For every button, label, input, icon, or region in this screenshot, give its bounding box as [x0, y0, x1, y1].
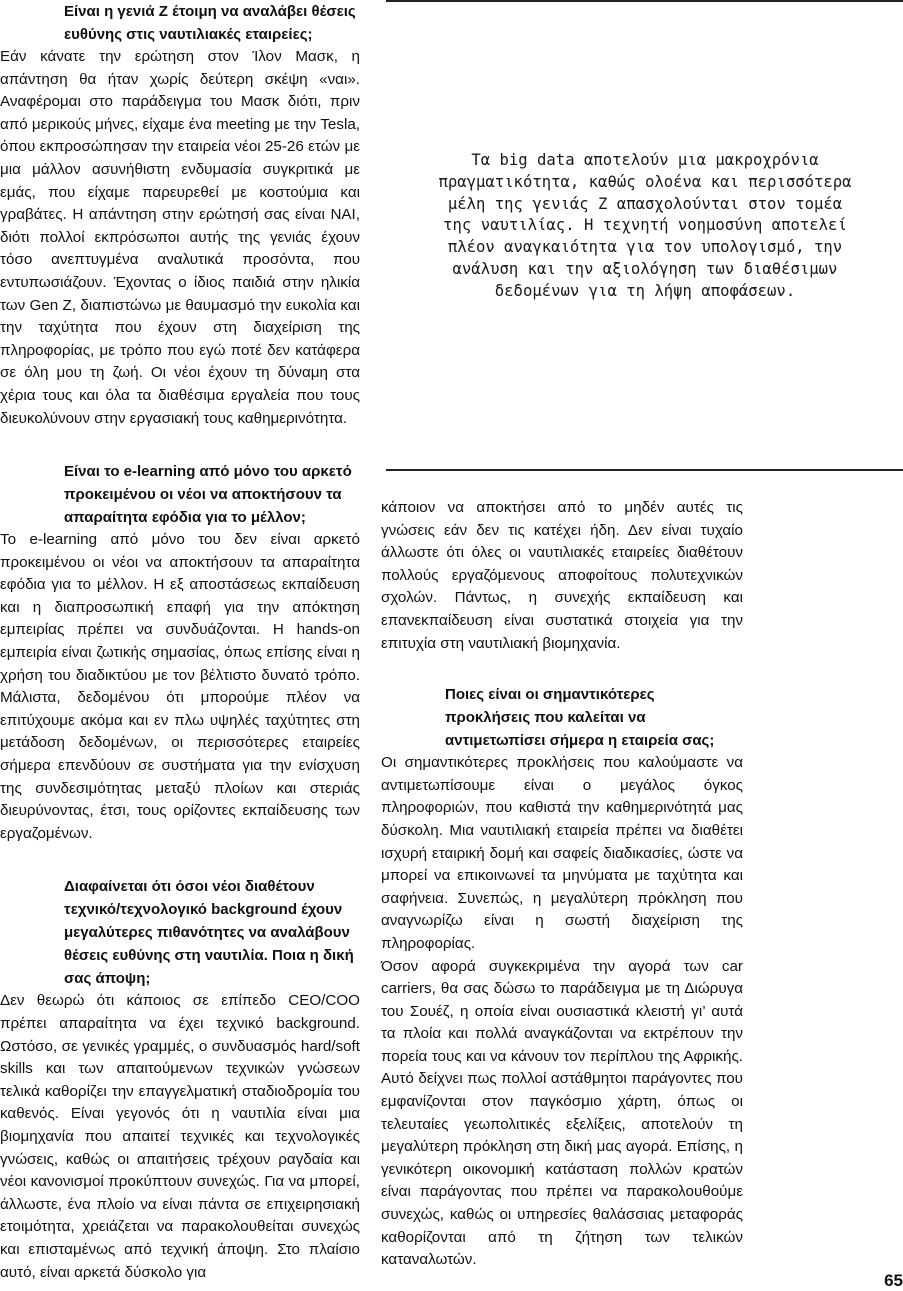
pull-quote-top-rule	[386, 0, 903, 2]
question-challenges: Ποιες είναι οι σημαντικότερες προκλήσεις που καλείται να αντιμετωπίσει σήμερα η εταιρεία σας;	[445, 686, 715, 750]
question-technical-background: Διαφαίνεται ότι όσοι νέοι διαθέτουν τεχνικό/τεχνολογικό background έχουν μεγαλύτερες πιθανότητες να αναλάβουν θέσεις ευθύνης στη ναυτιλία. Ποια η δική σας άποψη;	[64, 878, 354, 988]
answer-gen-z: Εάν κάνατε την ερώτηση στον Ίλον Μασκ, η απάντηση θα ήταν χωρίς δεύτερη σκέψη «ναι». Αναφέρομαι στο παράδειγμα του Μασκ διότι, πριν από μερικούς μήνες, είχαμε ένα meeting με την Tesla, όπου εκπροσώπησαν την εταιρεία νέοι 25-26 ετών με μια μάλλον ασυνήθιστη ενδυμασία συγκριτικά με εμάς, που είχαμε παρευρεθεί με κοστούμια και γραβάτες. Η απάντηση στην ερώτησή σας είναι ΝΑΙ, διότι πολλοί εκπρόσωποι αυτής της γενιάς έχουν τόσο ανεπτυγμένα αναλυτικά προσόντα, που εντυπωσιάζουν. Έχοντας ο ίδιος παιδιά στην ηλικία των Gen Z, διαπιστώνω με θαυμασμό την ευκολία και την ταχύτητα που έχουν στη διαχείριση της πληροφορίας, με τρόπο που εγώ ποτέ δεν κατάφερα σε όλη μου τη ζωή. Οι νέοι έχουν τη δύναμη στα χέρια τους και όλα τα διαθέσιμα εργαλεία που τους διευκολύνουν στην εργασιακή τους καθημερινότητα.	[0, 48, 360, 427]
left-column	[0, 0, 360, 1284]
answer-e-learning: Το e-learning από μόνο του δεν είναι αρκετό προκειμένου οι νέοι να αποκτήσουν τα απαραίτητα εφόδια για το μέλλον. Η εξ αποστάσεως εκπαίδευση και η διαπροσωπική επαφή για την απόκτηση εμπειρίας πρέπει να συνδυάζονται. Η hands-on εμπειρία είναι ζωτικής σημασίας, όπως επίσης είναι η χρήση του διαδικτύου με τον βέλτιστο δυνατό τρόπο. Μάλιστα, δεδομένου ότι μπορούμε πλέον να επιτύχουμε ακόμα και εν πλω υψηλές ταχύτητες στη μετάδοση δεδομένων, οι περισσότερες εταιρείες σήμερα επενδύουν σε συστήματα για την ενίσχυση της συνδεσιμότητας μεταξύ πλοίων και στεριάς διευρύνοντας, έτσι, τους ορίζοντες εκπαίδευσης των εργαζομένων.	[0, 531, 360, 842]
question-e-learning: Είναι το e-learning από μόνο του αρκετό προκειμένου οι νέοι να αποκτήσουν τα απαραίτητα εφόδια για το μέλλον;	[64, 463, 352, 527]
answer-challenges-paragraph-2: Όσον αφορά συγκεκριμένα την αγορά των car carriers, θα σας δώσω το παράδειγμα με τη Διώρυγα του Σουέζ, η οποία είναι ουσιαστικά κλειστή γι’ αυτά τα πλοία και πολλά αναγκάζονται να εκτρέπουν την πορεία τους και να κάνουν τον περίπλου της Αφρικής. Αυτό δείχνει πως πολλοί αστάθμητοι παράγοντες που εμφανίζονται στον παγκόσμιο χάρτη, όπως οι τελευταίες γεωπολιτικές εξελίξεις, αποτελούν τη μεγαλύτερη πρόκληση στη δική μας αγορά. Επίσης, η γενικότερη οικονομική κατάσταση πολλών κρατών είναι παράγοντας που πρέπει να παρακολουθούμε συνεχώς, καθώς οι υπηρεσίες θαλάσσιας μεταφοράς καθορίζονται από τη ζήτηση των τελικών καταναλωτών.	[381, 957, 743, 1269]
right-column	[381, 497, 743, 1272]
answer-technical-background: Δεν θεωρώ ότι κάποιος σε επίπεδο CEO/COO πρέπει απαραίτητα να έχει τεχνικό background. Ωστόσο, σε γενικές γραμμές, ο συνδυασμός hard/soft skills και των απαιτούμενων τεχνικών γνώσεων τελικά καθορίζει την επαγγελματική σταδιοδρομία του καθενός. Είναι γεγονός ότι η ναυτιλία είναι μια βιομηχανία που απαιτεί τεχνικές και τεχνολογικές γνώσεις, καθώς οι απαιτήσεις τρέχουν ραγδαία και νέοι κανονισμοί προκύπτουν συνεχώς. Για να μπορεί, άλλωστε, ένα πλοίο να είναι πάντα σε επιχειρησιακή ετοιμότητα, χρειάζεται να παρακολουθείται συνεχώς και επισταμένως από τεχνική άποψη. Στο πλαίσιο αυτό, είναι αρκετά δύσκολο για	[0, 992, 360, 1281]
page-number: 65	[884, 1271, 903, 1290]
pull-quote-bottom-rule	[386, 469, 903, 471]
answer-challenges-paragraph-1: Οι σημαντικότερες προκλήσεις που καλούμαστε να αντιμετωπίσουμε είναι ο μεγάλος όγκος πληροφοριών, που καθιστά την καθημερινότητά μας δύσκολη. Μια ναυτιλιακή εταιρεία πρέπει να διαθέτει ισχυρή εταιρική δομή και σαφείς διαδικασίες, ώστε να μπορεί να επικοινωνεί τα μηνύματα με ταχύτητα και σαφήνεια. Συνεπώς, η μεγαλύτερη πρόκληση που αναγνωρίζω είναι η σωστή διαχείριση της πληροφορίας.	[381, 754, 743, 952]
pull-quote: Τα big data αποτελούν μια μακροχρόνια πραγματικότητα, καθώς ολοένα και περισσότερα μέλη της γενιάς Ζ απασχολούνται στον τομέα της ναυτιλίας. Η τεχνητή νοημοσύνη αποτελεί πλέον αναγκαιότητα για τον υπολογισμό, την ανάλυση και την αξιολόγηση των διαθέσιμων δεδομένων για τη λήψη αποφάσεων.	[438, 151, 852, 300]
answer-technical-background-continued: κάποιον να αποκτήσει από το μηδέν αυτές τις γνώσεις εάν δεν τις κατέχει ήδη. Δεν είναι τυχαίο άλλωστε ότι όλες οι ναυτιλιακές εταιρείες διαθέτουν πολλούς εργαζόμενους αποφοίτους πολυτεχνικών σχολών. Πάντως, η συνεχής εκπαίδευση και επανεκπαίδευση είναι συστατικά στοιχεία για την επιτυχία στη ναυτιλιακή βιομηχανία.	[381, 499, 743, 652]
question-gen-z: Είναι η γενιά Ζ έτοιμη να αναλάβει θέσεις ευθύνης στις ναυτιλιακές εταιρείες;	[64, 3, 356, 43]
